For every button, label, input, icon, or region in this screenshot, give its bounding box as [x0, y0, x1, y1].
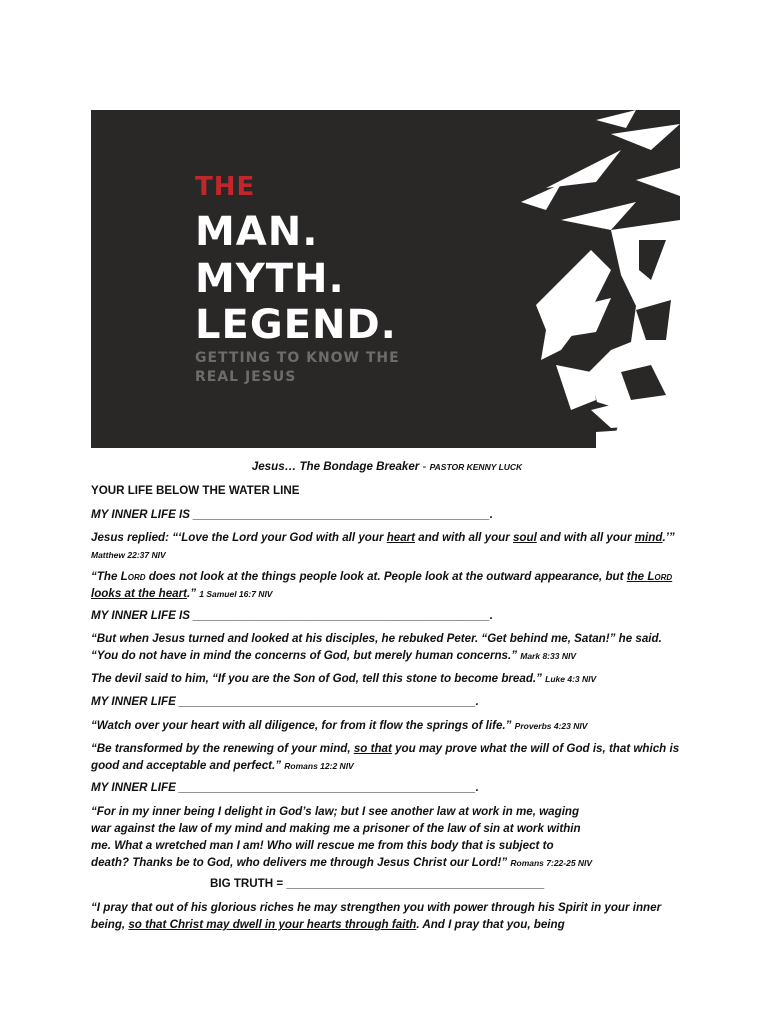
- banner-subtitle-line1: GETTING TO KNOW THE: [195, 350, 400, 366]
- banner-the: THE: [195, 172, 256, 202]
- text-line: death? Thanks be to God, who delivers me through Jesus Christ our Lord!”: [91, 856, 511, 869]
- lord-smallcaps: Lord: [120, 570, 146, 583]
- underlined-text: looks at the heart: [91, 587, 187, 600]
- lord-smallcaps: Lord: [647, 570, 673, 583]
- title-banner: [91, 110, 680, 448]
- text: does not look at the things people look at. People look at the outward appearance, but: [145, 570, 627, 583]
- banner-myth: MYTH.: [195, 256, 345, 302]
- sermon-title: Jesus… The Bondage Breaker: [251, 460, 420, 473]
- text: The devil said to him, “If you are the Son of God, tell this stone to become bread.”: [91, 672, 546, 685]
- text: “I pray that out of his glorious riches he may strengthen you with power through his Spirit in your inner being,: [91, 901, 662, 931]
- text-line: war against the law of my mind and making me a prisoner of the law of sin at work within: [91, 822, 581, 835]
- underlined-text: so that: [353, 742, 392, 755]
- text: “The: [91, 570, 121, 583]
- scripture-reference: Romans 12:2 NIV: [284, 761, 354, 771]
- scripture-mark: [91, 630, 683, 665]
- scripture-matthew: [91, 529, 683, 564]
- scripture-reference: Luke 4:3 NIV: [545, 674, 597, 684]
- scripture-luke: [91, 670, 683, 688]
- scripture-reference: Proverbs 4:23 NIV: [514, 721, 588, 731]
- text-line: me. What a wretched man I am! Who will rescue me from this body that is subject to: [91, 839, 554, 852]
- scripture-ephesians: [91, 899, 683, 933]
- underlined-word: mind: [634, 531, 663, 544]
- scripture-romans-7: [91, 803, 683, 872]
- banner-subtitle-line2: REAL JESUS: [195, 369, 297, 385]
- text: .’”: [662, 531, 675, 544]
- scripture-proverbs: [91, 717, 683, 735]
- scripture-romans-12: [91, 740, 683, 775]
- text: and with all your: [415, 531, 513, 544]
- text-line: “For in my inner being I delight in God’s law; but I see another law at work in me, waging: [91, 805, 580, 818]
- fill-in-blank-1: MY INNER LIFE IS ______________________________________________.: [91, 508, 494, 521]
- big-truth-blank: BIG TRUTH = ________________________________________: [210, 877, 545, 890]
- underlined-word: heart: [386, 531, 416, 544]
- speaker-name: PASTOR KENNY LUCK: [429, 462, 523, 472]
- section-heading: YOUR LIFE BELOW THE WATER LINE: [91, 484, 300, 497]
- text: “But when Jesus turned and looked at his disciples, he rebuked Peter. “Get behind me, Satan!” he said. “You do not have in mind the concerns of God, but merely human concerns.”: [91, 632, 662, 662]
- text: “Be transformed by the renewing of your mind,: [91, 742, 354, 755]
- banner-man: MAN.: [195, 209, 319, 255]
- underlined-text: so that Christ may dwell in your hearts through faith: [128, 918, 417, 931]
- scripture-reference: Mark 8:33 NIV: [520, 651, 576, 661]
- header-dash: -: [419, 460, 430, 473]
- banner-legend: LEGEND.: [195, 302, 397, 348]
- underlined-text: the: [626, 570, 648, 583]
- text: Jesus replied: “‘Love the Lord your God with all your: [91, 531, 387, 544]
- text: “Watch over your heart with all diligence, for from it flow the springs of life.”: [91, 719, 515, 732]
- scripture-reference: 1 Samuel 16:7 NIV: [199, 589, 273, 599]
- scripture-reference: Matthew 22:37 NIV: [91, 550, 166, 560]
- scripture-reference: Romans 7:22-25 NIV: [510, 858, 593, 868]
- text: . And I pray that you, being: [416, 918, 565, 931]
- sermon-header: [91, 458, 683, 476]
- scripture-samuel: [91, 568, 683, 603]
- text: .”: [187, 587, 200, 600]
- jesus-face-graphic: [91, 110, 680, 448]
- text: you may prove what the will of God is, that which is good and acceptable and perfect.”: [91, 742, 680, 772]
- fill-in-blank-3: MY INNER LIFE ______________________________________________.: [91, 695, 479, 708]
- fill-in-blank-4: MY INNER LIFE ______________________________________________.: [91, 781, 479, 794]
- underlined-word: soul: [512, 531, 537, 544]
- fill-in-blank-2: MY INNER LIFE IS ______________________________________________.: [91, 609, 494, 622]
- text: and with all your: [536, 531, 635, 544]
